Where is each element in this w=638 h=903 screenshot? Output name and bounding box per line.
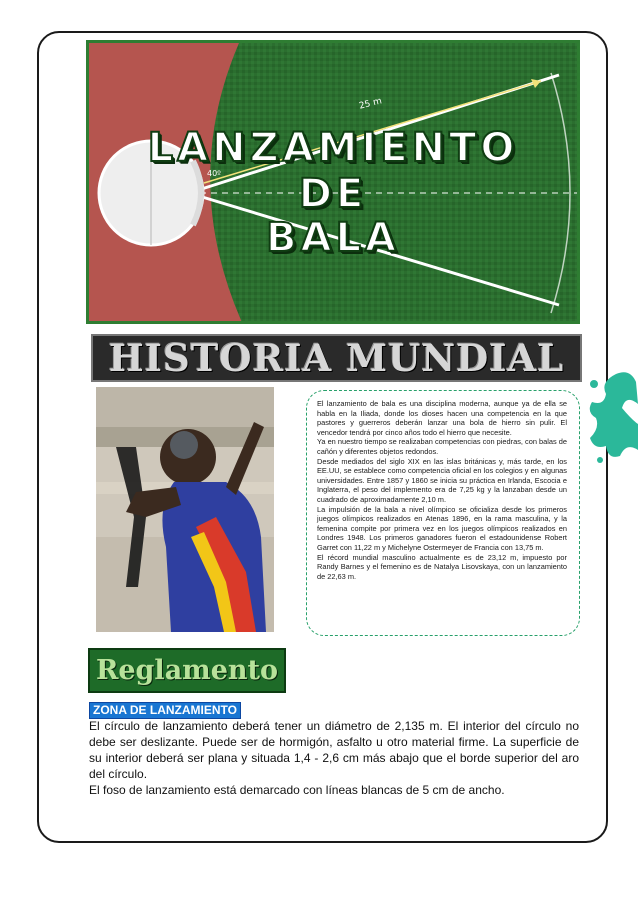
reglamento-heading: Reglamento [88, 648, 286, 693]
historia-paragraph: La impulsión de la bala a nivel olímpico se oficializa desde los primeros juegos olímpicos realizados en Atenas 1896, en la rama masculina, y la femenina compite por primera vez en los juegos olímpicos realizados en Londres 1948. Los primeros ganadores fueron el estadounidense Robert Garret con 11,22 m y Michelyne Ostermeyer de Francia con 13,75 m. [317, 504, 567, 552]
reglamento-paragraph: El foso de lanzamiento está demarcado con líneas blancas de 5 cm de ancho. [89, 783, 505, 797]
historia-paragraph: Ya en nuestro tiempo se realizaban competencias con piedras, con balas de cañón y diferentes objetos redondos. [317, 437, 567, 456]
reglamento-text [89, 718, 579, 798]
paint-splash-decoration [586, 364, 638, 464]
reglamento-paragraph: El círculo de lanzamiento deberá tener un diámetro de 2,135 m. El interior del círculo no debe ser deslizante. Puede ser de hormigón, asfalto u otro material firme. La superficie de su interior deberá ser plana y situada 1,4 - 2,6 cm más abajo que el borde superior del aro del círculo. [89, 719, 579, 781]
historia-paragraph: El lanzamiento de bala es una disciplina moderna, aunque ya de ella se habla en la Iliada, donde los dioses hacen una competencia en la que pastores y guerreros deberán lanzar una bola de hierro sin pulir. El vencedor tendrá por cinco años todo el hierro que necesite. [317, 399, 567, 437]
historia-paragraph: Desde mediados del siglo XIX en las islas británicas y, más tarde, en los EE.UU, se establece como competencia oficial en los colegios y en algunas universidades. Entre 1857 y 1860 se inicia su práctica en Irlanda, Escocia e Inglaterra, el peso del implemento era de 7,25 kg y la lanzaban desde un cuadrado de aproximadamente 2,10 m. [317, 456, 567, 504]
angle-label: 40º [207, 169, 221, 178]
athlete-photo [96, 387, 274, 632]
historia-text-box [306, 390, 580, 636]
banner-title-line3: BALA [266, 215, 400, 261]
header-banner [86, 40, 580, 324]
distance-label: 25 m [358, 96, 383, 112]
banner-title-line1: LANZAMIENTO [147, 125, 519, 171]
historia-mundial-heading: HISTORIA MUNDIAL [91, 334, 582, 382]
banner-title-line2: DE [298, 171, 368, 217]
zona-lanzamiento-label: ZONA DE LANZAMIENTO [89, 702, 241, 719]
historia-paragraph: El récord mundial masculino actualmente es de 23,12 m, impuesto por Randy Barnes y el femenino es de Natalya Lisovskaya, con un lanzamiento de 22,63 m. [317, 552, 567, 581]
